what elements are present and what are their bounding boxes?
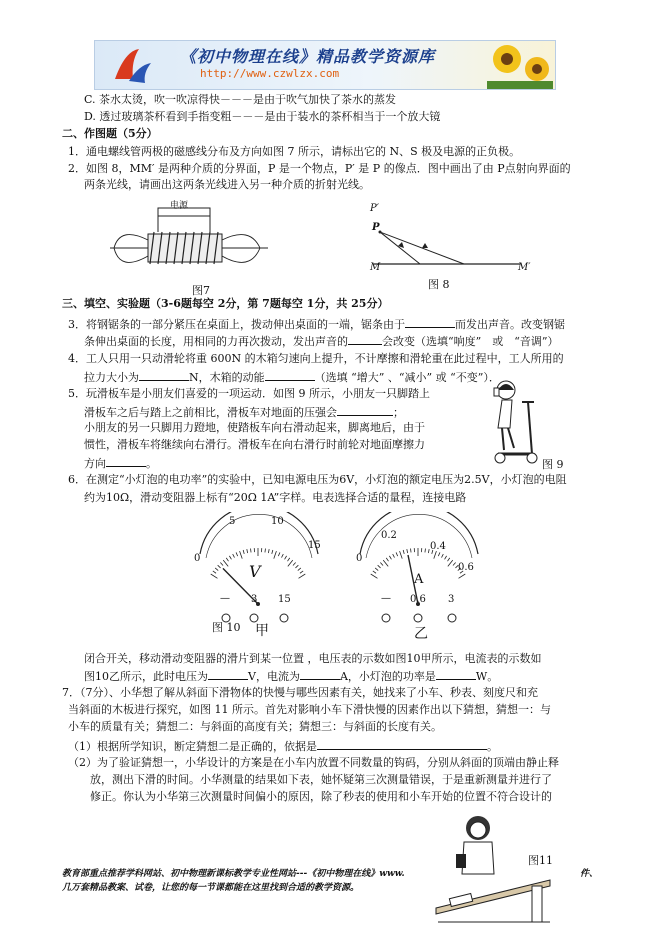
meter-tick [243,550,244,554]
voltmeter [200,512,318,606]
figure-10-meters [190,512,530,642]
meter-tick [425,549,426,553]
meter-tick [383,560,388,566]
meter-tick [300,571,303,573]
meter-tick [453,563,456,566]
fig8-m: M [370,262,381,273]
q5-line3: 小朋友的另一只脚用力蹬地，使踏板车向右滑动起来，脚离地后，由于 [84,421,425,434]
meter-tick [373,571,376,573]
q3-line1: 3．将钢锯条的一部分紧压在桌面上，拨动伸出桌面的一端，锯条由于 而发出声音。改变钢锯 [68,318,565,331]
meter-tick [274,551,277,559]
meter-tick [434,551,437,559]
meter-tick [380,563,383,566]
ammeter [360,512,478,606]
v-terminal-3-label: 3 [251,594,258,605]
q7-part2-line1: （2）为了验证猜想一，小华设计的方案是在小车内放置不同数量的钩码，分别从斜面的顶端由静止释 [68,756,559,769]
meter-tick [211,574,218,578]
q7-part1: （1）根据所学知识，断定猜想二是正确的，依据是 。 [68,740,498,753]
fig8-p-prime: P′ [370,203,379,214]
v-letter: V [249,562,261,581]
q6-line4: 图10乙所示，此时电压为 V，电流为 A，小灯泡的功率是 W。 [84,670,499,683]
meter-tick [218,565,221,568]
fig11-caption: 图11 [528,854,553,867]
q4-line1: 4．工人只用一只动滑轮将重 600N 的木箱匀速向上提升，不计摩擦和滑轮重在此过程中，工人所用的 [68,352,564,365]
q2-line2: 两条光线，请画出这两条光线进入另一种介质的折射光线。 [84,178,370,191]
meter-tick [445,556,447,559]
footer-line1-end: 件、 [580,869,599,879]
meter-tick [240,551,243,559]
section3-heading: 三、填空、实验题（3-6题每空 2分，第 7题每空 1分，共 25分） [62,297,389,310]
q7-line3: 小车的质量有关；猜想二：与斜面的高度有关；猜想三：与斜面的长度有关。 [68,720,442,733]
a-terminal-neg-label: — [381,593,391,604]
q6-line3: 闭合开关，移动滑动变阻器的滑片到某一位置 ，电压表的示数如图10甲所示，电流表的示数如 [84,652,542,665]
a-tick-0: 0 [356,553,363,564]
meter-tick [282,554,284,558]
meter-tick [233,554,235,558]
meter-tick [407,549,408,553]
fig8-caption: 图 8 [428,278,450,291]
q5-line1: 5．玩滑板车是小朋友们喜爱的一项运动．如图 9 所示，小朋友一只脚踏上 [68,387,430,400]
v-terminal-neg-label: — [220,593,230,604]
figure-7-solenoid [110,196,270,286]
q1-text: 1．通电螺线管两极的磁感线分布及方向如图 7 所示，请标出它的 N、S 极及电源的正负极。 [68,145,521,158]
section2-heading: 二、作图题（5分） [62,127,158,140]
meter-tick [299,574,306,578]
meter-label-yi: 乙 [414,626,428,642]
option-d: D. 透过玻璃茶杯看到手指变粗－－－是由于装水的茶杯相当于一个放大镜 [84,110,441,123]
footer-line2: 几万套精品教案、试卷，让您的每一节课都能在这里找到合适的教学资源。 [62,883,360,893]
a-terminal-3-label: 3 [448,594,455,605]
meter-tick [448,560,453,566]
meter-tick [223,560,228,566]
sunflower-icon [487,41,553,89]
meter-tick [287,558,289,561]
q4-line2: 拉力大小为 N，木箱的动能 （选填 “增大” 、“减小” 或 “不变”）． [84,371,500,384]
meter-tick [298,568,301,571]
meter-tick [220,563,223,566]
meter-tick [268,549,269,553]
v-terminal-15-label: 15 [278,594,291,605]
meter-tick [272,550,273,554]
fig10-caption: 图 10 [212,621,241,634]
meter-tick [213,571,216,573]
q3-line2: 条伸出桌面的长度，用相同的力再次拨动，发出声音的 会改变（选填“响度” 或 “音调”） [84,335,559,348]
a-tick-04: 0.4 [430,541,446,552]
meter-tick [215,568,218,571]
banner-title: 《初中物理在线》精品教学资源库 [180,47,436,66]
fig7-power-label: 电源 [170,201,189,211]
figure-9-scooter [484,378,546,468]
meter-tick [226,558,228,561]
q7-part2-line2: 放，测出下滑的时间。小华测量的结果如下表，她怀疑第三次测量错误，于是重新测量并进行了 [90,773,552,786]
a-terminal-06-label: 0.6 [410,594,426,605]
meter-tick [251,549,252,553]
meter-tick [229,556,231,559]
q7-line1: 7．（7分）、小华想了解从斜面下滑物体的快慢与哪些因素有关，她找来了小车、秒表、刻度尺和充 [62,686,538,699]
fig9-caption: 图 9 [542,458,564,471]
fig8-p: P [372,222,380,233]
a-letter: A [414,572,424,587]
footer-line1: 教育部重点推荐学科网站、初中物理新课标教学专业性网站---《初中物理在线》www. [62,869,405,879]
q7-line2: 当斜面的木板进行探究，如图 11 所示。首先对影响小车下滑快慢的因素作出以下猜想，猜想一：与 [68,703,551,716]
a-tick-02: 0.2 [381,530,397,541]
v-tick-15: 15 [308,540,321,551]
v-tick-10: 10 [271,516,284,527]
figure-11-ramp [434,812,554,924]
meter-tick [293,563,296,566]
meter-tick [236,552,238,556]
meter-tick [375,568,378,571]
q6-line1: 6．在测定“小灯泡的电功率”的实验中，已知电源电压为6V，小灯泡的额定电压为2.5V，小灯泡的电阻 [68,473,567,486]
meter-tick [393,554,395,558]
meter-tick [447,558,449,561]
v-tick-0: 0 [194,553,201,564]
meter-tick [285,556,287,559]
q5-line5: 方向 。 [84,457,157,470]
ammeter-terminal-06 [414,614,422,622]
meter-tick [295,565,298,568]
q2-line1: 2．如图 8，MM′ 是两种介质的分界面，P 是一个物点，P′ 是 P 的像点．图中画出了由 P点射向界面的 [68,162,571,175]
fig8-m-prime: M′ [518,262,531,273]
ammeter-terminal-neg [382,614,390,622]
stopwatch-icon [456,854,466,868]
meter-tick [459,574,466,578]
meter-label-jia: 甲 [255,623,269,639]
option-c: C. 茶水太烫，吹一吹凉得快－－－是由于吹气加快了茶水的蒸发 [84,93,397,106]
meter-tick [386,558,388,561]
meter-tick [389,556,391,559]
v-tick-5: 5 [229,516,236,527]
meter-tick [442,554,444,558]
meter-tick [403,550,404,554]
meter-tick [411,549,412,553]
logo-icon [109,45,153,85]
a-tick-06: 0.6 [458,562,474,573]
voltmeter-terminal-15 [280,614,288,622]
banner-url: http://www.czwlzx.com [200,67,340,80]
meter-tick [371,574,378,578]
fig7-caption: 图7 [192,284,210,297]
meter-tick [247,549,248,553]
q5-line2: 滑板车之后与踏上之前相比，滑板车对地面的压强会 ； [84,406,404,419]
q6-line2: 约为10Ω，滑动变阻器上标有“20Ω 1A”字样。电表选择合适的量程，连接电路 [84,491,467,504]
meter-tick [438,552,440,556]
meter-tick [400,551,403,559]
meter-tick [278,552,280,556]
meter-tick [378,565,381,568]
figure-8-refraction [360,200,530,280]
meter-tick [288,560,293,566]
q5-line4: 惯性，滑板车将继续向右滑行。滑板车在向右滑行时前轮对地面摩擦力 [84,438,425,451]
meter-tick [265,549,266,553]
meter-tick [396,552,398,556]
ammeter-terminal-3 [448,614,456,622]
q7-part2-line3: 修正。你认为小华第三次测量时间偏小的原因，除了秒表的使用和小车开始的位置不符合设计的 [90,790,552,803]
